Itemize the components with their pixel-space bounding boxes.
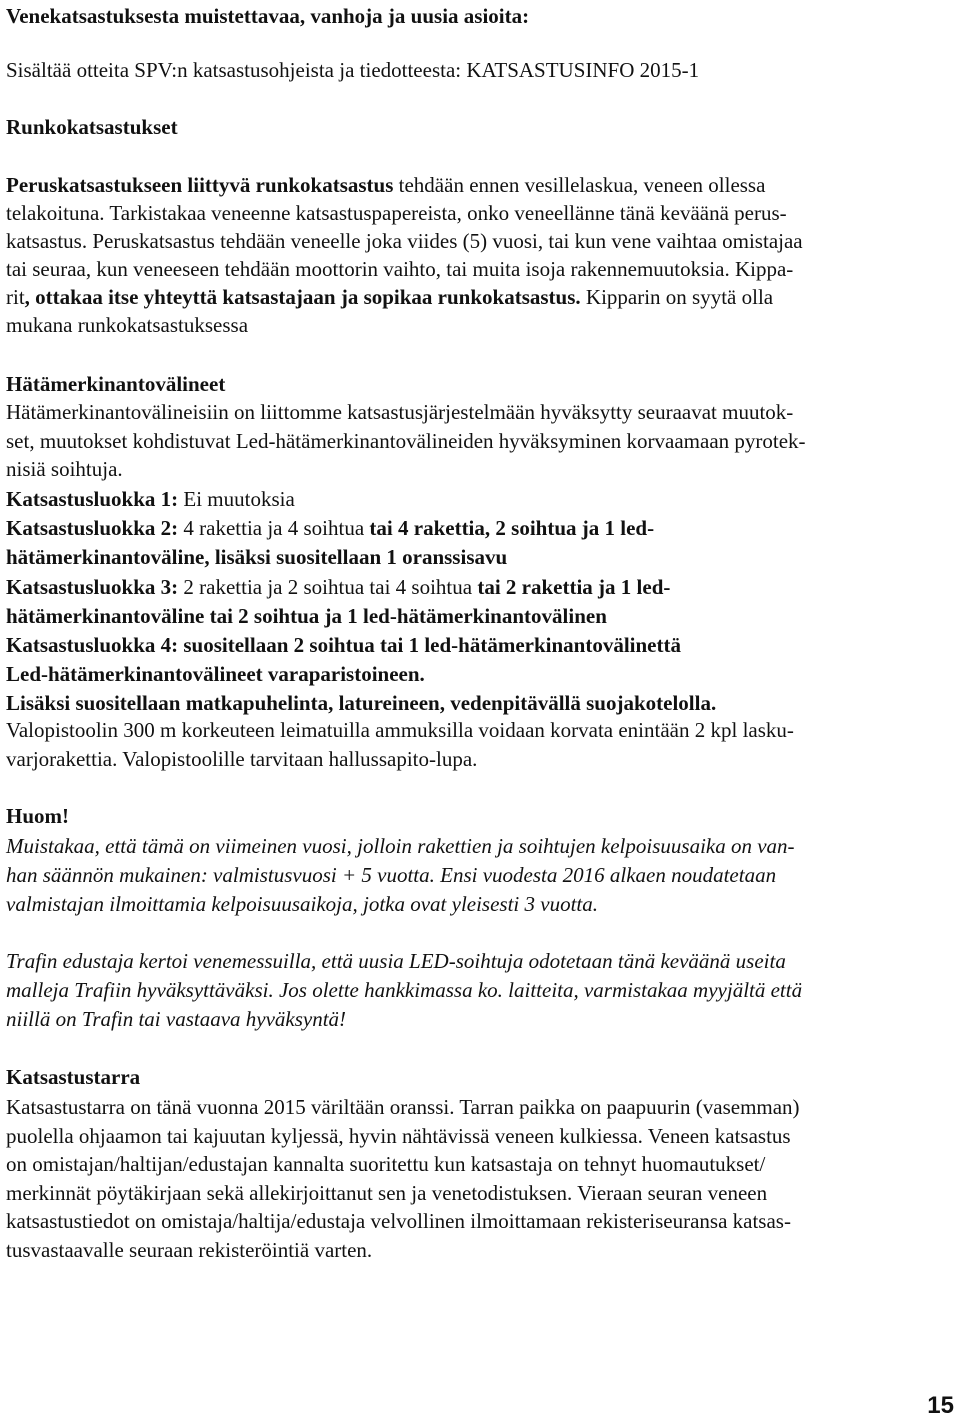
trafi-line-3: niillä on Trafin tai vastaava hyväksyntä! <box>6 1007 347 1031</box>
tarra-line-1: Katsastustarra on tänä vuonna 2015 väriltään oranssi. Tarran paikka on paapuurin (vasemman) <box>6 1095 800 1119</box>
led-line: Led-hätämerkinantovälineet varaparistoineen. <box>6 662 425 686</box>
tarra-line-4: merkinnät pöytäkirjaan sekä allekirjoittanut sen ja venetodistuksen. Vieraan seuran veneen <box>6 1181 768 1205</box>
runko-l5-a: rit <box>6 285 25 309</box>
hata-line-2: set, muutokset kohdistuvat Led-hätämerkinantovälineiden hyväksyminen korvaamaan pyrotek- <box>6 429 806 453</box>
page-number: 15 <box>927 1392 954 1419</box>
hata-heading: Hätämerkinantovälineet <box>6 372 226 396</box>
valo-line-2: varjorakettia. Valopistoolille tarvitaan hallussapito-lupa. <box>6 747 478 771</box>
hata-line-1: Hätämerkinantovälineisiin on liittomme katsastusjärjestelmään hyväksytty seuraavat muutok- <box>6 400 794 424</box>
runko-line-5 <box>6 283 773 311</box>
class-3-bold-text: tai 2 rakettia ja 1 led- <box>477 575 671 599</box>
runko-line-3: katsastus. Peruskatsastus tehdään veneelle joka viides (5) vuosi, tai kun vene vaihtaa omistajaa <box>6 229 803 253</box>
class-1-text: Ei muutoksia <box>178 487 295 511</box>
huom-line-1: Muistakaa, että tämä on viimeinen vuosi, jolloin rakettien ja soihtujen kelpoisuusaika on van- <box>6 834 795 858</box>
tarra-line-2: puolella ohjaamon tai kajuutan kyljessä, hyvin nähtävissä veneen kulkiessa. Veneen katsastus <box>6 1124 791 1148</box>
class-3-line <box>6 573 670 601</box>
class-1-line <box>6 485 295 513</box>
tarra-heading: Katsastustarra <box>6 1065 141 1089</box>
valo-line-1: Valopistoolin 300 m korkeuteen leimatuilla ammuksilla voidaan korvata enintään 2 kpl lasku- <box>6 718 794 742</box>
runko-heading: Runkokatsastukset <box>6 115 178 139</box>
class-2-line <box>6 514 654 542</box>
runko-line-1 <box>6 171 765 199</box>
lisaksi-line: Lisäksi suositellaan matkapuhelinta, latureineen, vedenpitävällä suojakotelolla. <box>6 691 717 715</box>
class-1-label: Katsastusluokka 1: <box>6 487 179 511</box>
tarra-line-6: tusvastaavalle seuraan rekisteröintiä varten. <box>6 1238 373 1262</box>
runko-line-6: mukana runkokatsastuksessa <box>6 313 249 337</box>
class-3-line-2: hätämerkinantoväline tai 2 soihtua ja 1 led-hätämerkinantovälinen <box>6 604 607 628</box>
intro-line: Sisältää otteita SPV:n katsastusohjeista ja tiedotteesta: KATSASTUSINFO 2015-1 <box>6 58 700 82</box>
tarra-line-5: katsastustiedot on omistaja/haltija/edustaja velvollinen ilmoittamaan rekisteriseuransa katsas- <box>6 1209 791 1233</box>
class-4-line: Katsastusluokka 4: suositellaan 2 soihtua tai 1 led-hätämerkinantovälinettä <box>6 633 681 657</box>
class-2-text: 4 rakettia ja 4 soihtua <box>178 516 370 540</box>
class-2-line-2: hätämerkinantoväline, lisäksi suositellaan 1 oranssisavu <box>6 545 508 569</box>
huom-line-2: han säännön mukainen: valmistusvuosi + 5 vuotta. Ensi vuodesta 2016 alkaen noudatetaan <box>6 863 777 887</box>
class-2-bold-text: tai 4 rakettia, 2 soihtua ja 1 led- <box>369 516 655 540</box>
page-title: Venekatsastuksesta muistettavaa, vanhoja ja uusia asioita: <box>6 4 530 28</box>
huom-heading: Huom! <box>6 804 69 828</box>
class-3-label: Katsastusluokka 3: <box>6 575 179 599</box>
runko-line-4: tai seuraa, kun veneeseen tehdään moottorin vaihto, tai muita isoja rakennemuutoksia. Kippa- <box>6 257 794 281</box>
trafi-line-2: malleja Trafiin hyväksyttäväksi. Jos olette hankkimassa ko. laitteita, varmistakaa myyjältä että <box>6 978 803 1002</box>
runko-l1-bold: Peruskatsastukseen liittyvä runkokatsastus <box>6 173 394 197</box>
tarra-line-3: on omistajan/haltijan/edustajan kannalta suoritettu kun katsastaja on tehnyt huomautukset/ <box>6 1152 766 1176</box>
trafi-line-1: Trafin edustaja kertoi venemessuilla, että uusia LED-soihtuja odotetaan tänä keväänä useita <box>6 949 786 973</box>
class-2-label: Katsastusluokka 2: <box>6 516 179 540</box>
runko-l5-bold: , ottakaa itse yhteyttä katsastajaan ja sopikaa runkokatsastus. <box>24 285 581 309</box>
huom-line-3: valmistajan ilmoittamia kelpoisuusaikoja, jotka ovat yleisesti 3 vuotta. <box>6 892 599 916</box>
runko-l1-rest: tehdään ennen vesillelaskua, veneen ollessa <box>393 173 766 197</box>
runko-line-2: telakoituna. Tarkistakaa veneenne katsastuspapereista, onko veneellänne tänä keväänä perus- <box>6 201 787 225</box>
class-3-text: 2 rakettia ja 2 soihtua tai 4 soihtua <box>178 575 478 599</box>
runko-l5-rest: Kipparin on syytä olla <box>580 285 774 309</box>
hata-line-3: nisiä soihtuja. <box>6 457 123 481</box>
